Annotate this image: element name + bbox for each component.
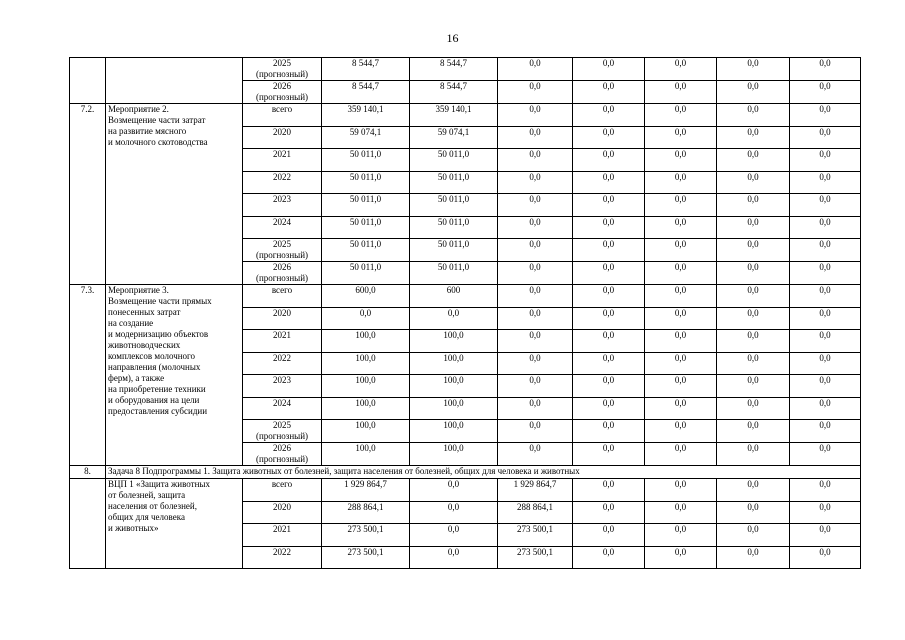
table-row <box>70 479 861 502</box>
value-cell: 100,0 <box>410 420 498 443</box>
value-cell: 0,0 <box>645 194 717 217</box>
value-cell: 0,0 <box>645 397 717 420</box>
value-cell: 1 929 864,7 <box>498 479 573 502</box>
year-cell: всего <box>243 285 322 308</box>
value-cell: 50 011,0 <box>410 149 498 172</box>
value-cell: 0,0 <box>498 330 573 353</box>
value-cell: 50 011,0 <box>322 194 410 217</box>
value-cell: 0,0 <box>573 171 645 194</box>
value-cell: 0,0 <box>790 397 861 420</box>
value-cell: 0,0 <box>573 81 645 104</box>
value-cell: 100,0 <box>410 375 498 398</box>
budget-table <box>69 57 861 569</box>
year-cell: 2023 <box>243 375 322 398</box>
year-cell: 2022 <box>243 546 322 569</box>
value-cell: 0,0 <box>573 479 645 502</box>
value-cell: 0,0 <box>717 126 790 149</box>
year-cell: всего <box>243 479 322 502</box>
value-cell: 100,0 <box>410 352 498 375</box>
value-cell: 0,0 <box>573 330 645 353</box>
year-cell: 2025 (прогнозный) <box>243 239 322 262</box>
value-cell: 359 140,1 <box>410 104 498 127</box>
value-cell: 0,0 <box>573 126 645 149</box>
value-cell: 273 500,1 <box>498 524 573 547</box>
value-cell: 0,0 <box>645 81 717 104</box>
value-cell: 0,0 <box>410 307 498 330</box>
item-number: 7.3. <box>70 285 106 466</box>
value-cell: 0,0 <box>498 171 573 194</box>
value-cell: 100,0 <box>322 375 410 398</box>
value-cell: 0,0 <box>790 81 861 104</box>
value-cell: 0,0 <box>717 479 790 502</box>
value-cell: 0,0 <box>717 216 790 239</box>
value-cell: 0,0 <box>645 239 717 262</box>
value-cell: 8 544,7 <box>410 58 498 81</box>
value-cell: 0,0 <box>573 443 645 466</box>
value-cell: 0,0 <box>717 375 790 398</box>
table-body <box>70 58 861 569</box>
item-number <box>70 58 106 104</box>
value-cell: 100,0 <box>410 443 498 466</box>
item-name: ВЦП 1 «Защита животных от болезней, защита населения от болезней, общих для человека и животных» <box>106 479 243 569</box>
value-cell: 0,0 <box>573 546 645 569</box>
value-cell: 0,0 <box>645 285 717 308</box>
value-cell: 0,0 <box>790 330 861 353</box>
value-cell: 0,0 <box>790 501 861 524</box>
value-cell: 0,0 <box>573 285 645 308</box>
value-cell: 0,0 <box>645 524 717 547</box>
value-cell: 0,0 <box>573 307 645 330</box>
value-cell: 0,0 <box>790 307 861 330</box>
year-cell: 2020 <box>243 307 322 330</box>
value-cell: 0,0 <box>717 262 790 285</box>
value-cell: 0,0 <box>410 524 498 547</box>
value-cell: 50 011,0 <box>410 216 498 239</box>
value-cell: 0,0 <box>717 194 790 217</box>
task-row <box>70 466 861 479</box>
value-cell: 0,0 <box>498 307 573 330</box>
item-number: 7.2. <box>70 104 106 285</box>
task-number: 8. <box>70 466 106 479</box>
value-cell: 59 074,1 <box>410 126 498 149</box>
value-cell: 359 140,1 <box>322 104 410 127</box>
year-cell: 2021 <box>243 524 322 547</box>
value-cell: 0,0 <box>790 420 861 443</box>
value-cell: 100,0 <box>322 352 410 375</box>
value-cell: 50 011,0 <box>322 239 410 262</box>
year-cell: 2020 <box>243 501 322 524</box>
value-cell: 100,0 <box>322 420 410 443</box>
value-cell: 0,0 <box>573 239 645 262</box>
value-cell: 288 864,1 <box>498 501 573 524</box>
value-cell: 0,0 <box>573 149 645 172</box>
value-cell: 0,0 <box>717 524 790 547</box>
value-cell: 0,0 <box>790 546 861 569</box>
value-cell: 0,0 <box>645 171 717 194</box>
value-cell: 273 500,1 <box>322 524 410 547</box>
value-cell: 0,0 <box>573 524 645 547</box>
value-cell: 0,0 <box>322 307 410 330</box>
value-cell: 0,0 <box>498 285 573 308</box>
value-cell: 50 011,0 <box>410 171 498 194</box>
value-cell: 0,0 <box>790 126 861 149</box>
value-cell: 0,0 <box>410 546 498 569</box>
table-row <box>70 58 861 81</box>
value-cell: 0,0 <box>645 443 717 466</box>
value-cell: 600 <box>410 285 498 308</box>
year-cell: 2023 <box>243 194 322 217</box>
value-cell: 0,0 <box>645 479 717 502</box>
value-cell: 0,0 <box>717 58 790 81</box>
value-cell: 600,0 <box>322 285 410 308</box>
year-cell: 2026 (прогнозный) <box>243 443 322 466</box>
page-number: 16 <box>446 31 459 45</box>
value-cell: 50 011,0 <box>322 216 410 239</box>
value-cell: 0,0 <box>790 479 861 502</box>
value-cell: 0,0 <box>573 104 645 127</box>
value-cell: 0,0 <box>790 524 861 547</box>
value-cell: 288 864,1 <box>322 501 410 524</box>
year-cell: 2021 <box>243 330 322 353</box>
value-cell: 50 011,0 <box>410 262 498 285</box>
value-cell: 0,0 <box>717 285 790 308</box>
value-cell: 0,0 <box>717 443 790 466</box>
value-cell: 100,0 <box>322 443 410 466</box>
value-cell: 0,0 <box>790 149 861 172</box>
year-cell: всего <box>243 104 322 127</box>
value-cell: 0,0 <box>645 307 717 330</box>
value-cell: 0,0 <box>790 194 861 217</box>
value-cell: 0,0 <box>645 126 717 149</box>
value-cell: 0,0 <box>790 216 861 239</box>
value-cell: 0,0 <box>498 443 573 466</box>
value-cell: 0,0 <box>573 501 645 524</box>
value-cell: 0,0 <box>498 104 573 127</box>
value-cell: 100,0 <box>322 397 410 420</box>
value-cell: 0,0 <box>717 420 790 443</box>
value-cell: 0,0 <box>498 126 573 149</box>
value-cell: 273 500,1 <box>498 546 573 569</box>
value-cell: 0,0 <box>790 262 861 285</box>
value-cell: 0,0 <box>573 352 645 375</box>
value-cell: 0,0 <box>498 420 573 443</box>
table-row <box>70 104 861 127</box>
value-cell: 0,0 <box>498 262 573 285</box>
item-name: Мероприятие 3. Возмещение части прямых понесенных затрат на создание и модернизацию объектов животноводческих комплексов молочного направления (молочных ферм), а также на приобретение техники и оборудования на цели предоставления субсидии <box>106 285 243 466</box>
value-cell: 0,0 <box>645 420 717 443</box>
value-cell: 0,0 <box>790 352 861 375</box>
value-cell: 0,0 <box>498 216 573 239</box>
year-cell: 2024 <box>243 216 322 239</box>
year-cell: 2024 <box>243 397 322 420</box>
value-cell: 0,0 <box>790 104 861 127</box>
value-cell: 100,0 <box>410 330 498 353</box>
year-cell: 2026 (прогнозный) <box>243 262 322 285</box>
value-cell: 0,0 <box>573 216 645 239</box>
year-cell: 2022 <box>243 171 322 194</box>
value-cell: 50 011,0 <box>322 262 410 285</box>
value-cell: 0,0 <box>498 397 573 420</box>
value-cell: 0,0 <box>717 149 790 172</box>
value-cell: 0,0 <box>498 58 573 81</box>
value-cell: 0,0 <box>717 81 790 104</box>
value-cell: 0,0 <box>645 330 717 353</box>
year-cell: 2020 <box>243 126 322 149</box>
value-cell: 0,0 <box>645 352 717 375</box>
value-cell: 1 929 864,7 <box>322 479 410 502</box>
value-cell: 0,0 <box>790 171 861 194</box>
value-cell: 0,0 <box>790 58 861 81</box>
value-cell: 100,0 <box>322 330 410 353</box>
value-cell: 100,0 <box>410 397 498 420</box>
value-cell: 0,0 <box>645 375 717 398</box>
value-cell: 0,0 <box>717 307 790 330</box>
value-cell: 0,0 <box>573 397 645 420</box>
value-cell: 8 544,7 <box>322 81 410 104</box>
value-cell: 0,0 <box>717 397 790 420</box>
item-number <box>70 479 106 569</box>
value-cell: 0,0 <box>573 375 645 398</box>
value-cell: 0,0 <box>573 262 645 285</box>
value-cell: 0,0 <box>573 420 645 443</box>
value-cell: 0,0 <box>717 546 790 569</box>
value-cell: 50 011,0 <box>410 239 498 262</box>
value-cell: 0,0 <box>790 285 861 308</box>
value-cell: 0,0 <box>498 375 573 398</box>
value-cell: 0,0 <box>717 330 790 353</box>
item-name: Мероприятие 2. Возмещение части затрат на развитие мясного и молочного скотоводства <box>106 104 243 285</box>
value-cell: 0,0 <box>790 375 861 398</box>
value-cell: 0,0 <box>498 352 573 375</box>
value-cell: 0,0 <box>790 239 861 262</box>
value-cell: 0,0 <box>717 171 790 194</box>
value-cell: 0,0 <box>573 58 645 81</box>
value-cell: 8 544,7 <box>410 81 498 104</box>
item-name <box>106 58 243 104</box>
year-cell: 2026 (прогнозный) <box>243 81 322 104</box>
value-cell: 0,0 <box>573 194 645 217</box>
value-cell: 0,0 <box>717 352 790 375</box>
year-cell: 2025 (прогнозный) <box>243 58 322 81</box>
value-cell: 0,0 <box>498 194 573 217</box>
year-cell: 2022 <box>243 352 322 375</box>
value-cell: 0,0 <box>645 262 717 285</box>
value-cell: 0,0 <box>645 149 717 172</box>
value-cell: 0,0 <box>717 104 790 127</box>
task-text: Задача 8 Подпрограммы 1. Защита животных от болезней, защита населения от болезней, общих для человека и животных <box>106 466 861 479</box>
value-cell: 50 011,0 <box>410 194 498 217</box>
value-cell: 8 544,7 <box>322 58 410 81</box>
value-cell: 0,0 <box>498 81 573 104</box>
value-cell: 273 500,1 <box>322 546 410 569</box>
table-row <box>70 285 861 308</box>
value-cell: 59 074,1 <box>322 126 410 149</box>
value-cell: 0,0 <box>410 479 498 502</box>
value-cell: 0,0 <box>645 216 717 239</box>
value-cell: 0,0 <box>717 239 790 262</box>
year-cell: 2025 (прогнозный) <box>243 420 322 443</box>
value-cell: 50 011,0 <box>322 171 410 194</box>
value-cell: 0,0 <box>498 149 573 172</box>
value-cell: 50 011,0 <box>322 149 410 172</box>
value-cell: 0,0 <box>645 104 717 127</box>
value-cell: 0,0 <box>790 443 861 466</box>
value-cell: 0,0 <box>645 546 717 569</box>
value-cell: 0,0 <box>717 501 790 524</box>
value-cell: 0,0 <box>410 501 498 524</box>
value-cell: 0,0 <box>645 58 717 81</box>
year-cell: 2021 <box>243 149 322 172</box>
value-cell: 0,0 <box>645 501 717 524</box>
value-cell: 0,0 <box>498 239 573 262</box>
